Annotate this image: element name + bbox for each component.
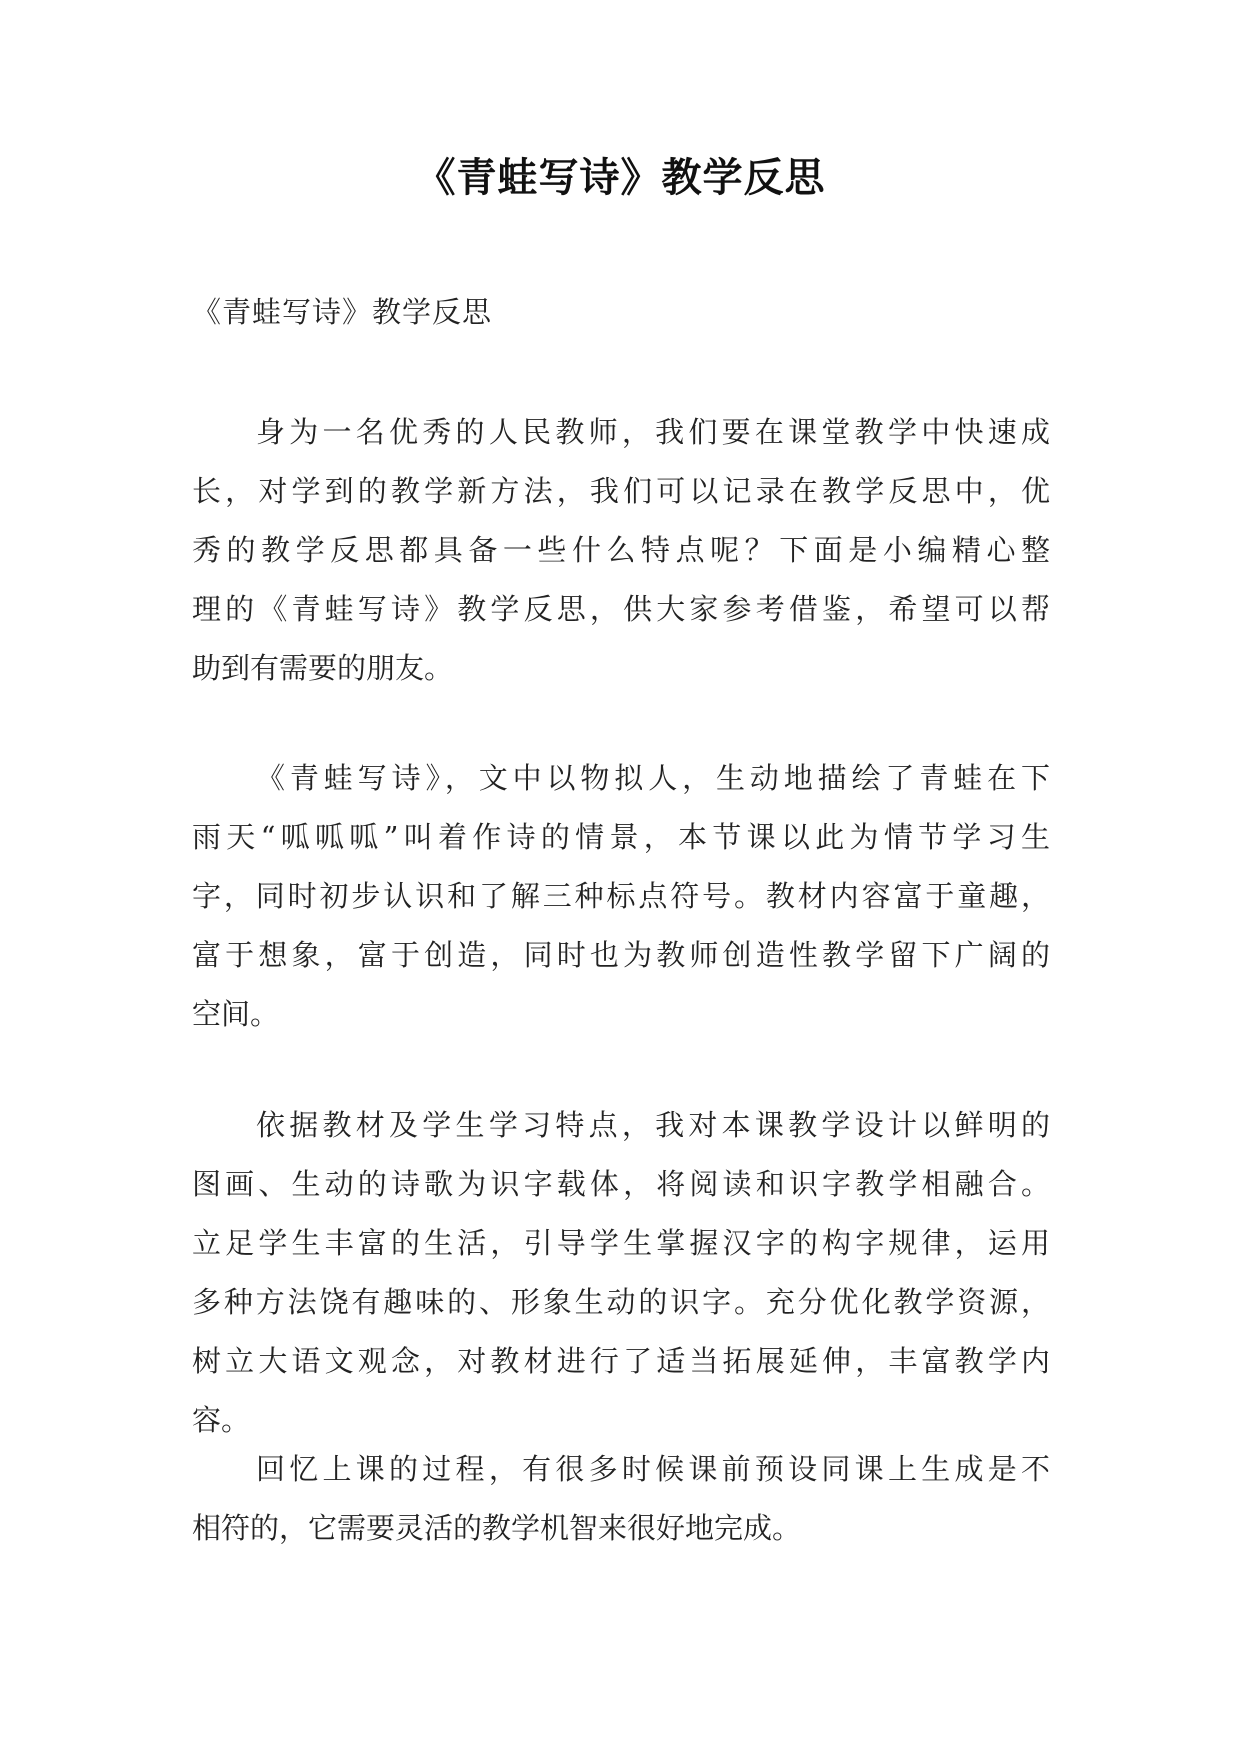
- paragraph-line: 字，同时初步认识和了解三种标点符号。教材内容富于童趣，: [192, 879, 1050, 913]
- paragraph-line: 身为一名优秀的人民教师，我们要在课堂教学中快速成: [256, 415, 1050, 449]
- paragraph-line: 助到有需要的朋友。: [192, 651, 454, 685]
- paragraph-line: 多种方法饶有趣味的、形象生动的识字。充分优化教学资源，: [192, 1285, 1050, 1319]
- paragraph-line: 立足学生丰富的生活，引导学生掌握汉字的构字规律，运用: [192, 1226, 1050, 1260]
- paragraph-line: 《青蛙写诗》，文中以物拟人，生动地描绘了青蛙在下: [256, 761, 1050, 795]
- paragraph-line: 富于想象，富于创造，同时也为教师创造性教学留下广阔的: [192, 938, 1050, 972]
- document-subtitle: 《青蛙写诗》教学反思: [192, 295, 493, 329]
- paragraph-line: 秀的教学反思都具备一些什么特点呢？下面是小编精心整: [192, 533, 1050, 567]
- paragraph-line: 雨天“呱呱呱”叫着作诗的情景，本节课以此为情节学习生: [192, 820, 1050, 854]
- paragraph-line: 回忆上课的过程，有很多时候课前预设同课上生成是不: [256, 1452, 1050, 1486]
- paragraph-line: 空间。: [192, 997, 280, 1031]
- paragraph-text-summary: [192, 749, 1050, 1044]
- paragraph-line: 树立大语文观念，对教材进行了适当拓展延伸，丰富教学内: [192, 1344, 1050, 1378]
- paragraph-line: 容。: [192, 1403, 251, 1437]
- document-title: 《青蛙写诗》教学反思: [415, 155, 826, 201]
- paragraph-line: 长，对学到的教学新方法，我们可以记录在教学反思中，优: [192, 474, 1050, 508]
- paragraph-line: 相符的，它需要灵活的教学机智来很好地完成。: [192, 1511, 802, 1545]
- paragraph-intro: [192, 403, 1050, 698]
- paragraph-reflection: [192, 1440, 1050, 1558]
- paragraph-line: 理的《青蛙写诗》教学反思，供大家参考借鉴，希望可以帮: [192, 592, 1050, 626]
- paragraph-teaching-design: [192, 1096, 1050, 1450]
- paragraph-line: 图画、生动的诗歌为识字载体，将阅读和识字教学相融合。: [192, 1167, 1050, 1201]
- paragraph-line: 依据教材及学生学习特点，我对本课教学设计以鲜明的: [256, 1108, 1050, 1142]
